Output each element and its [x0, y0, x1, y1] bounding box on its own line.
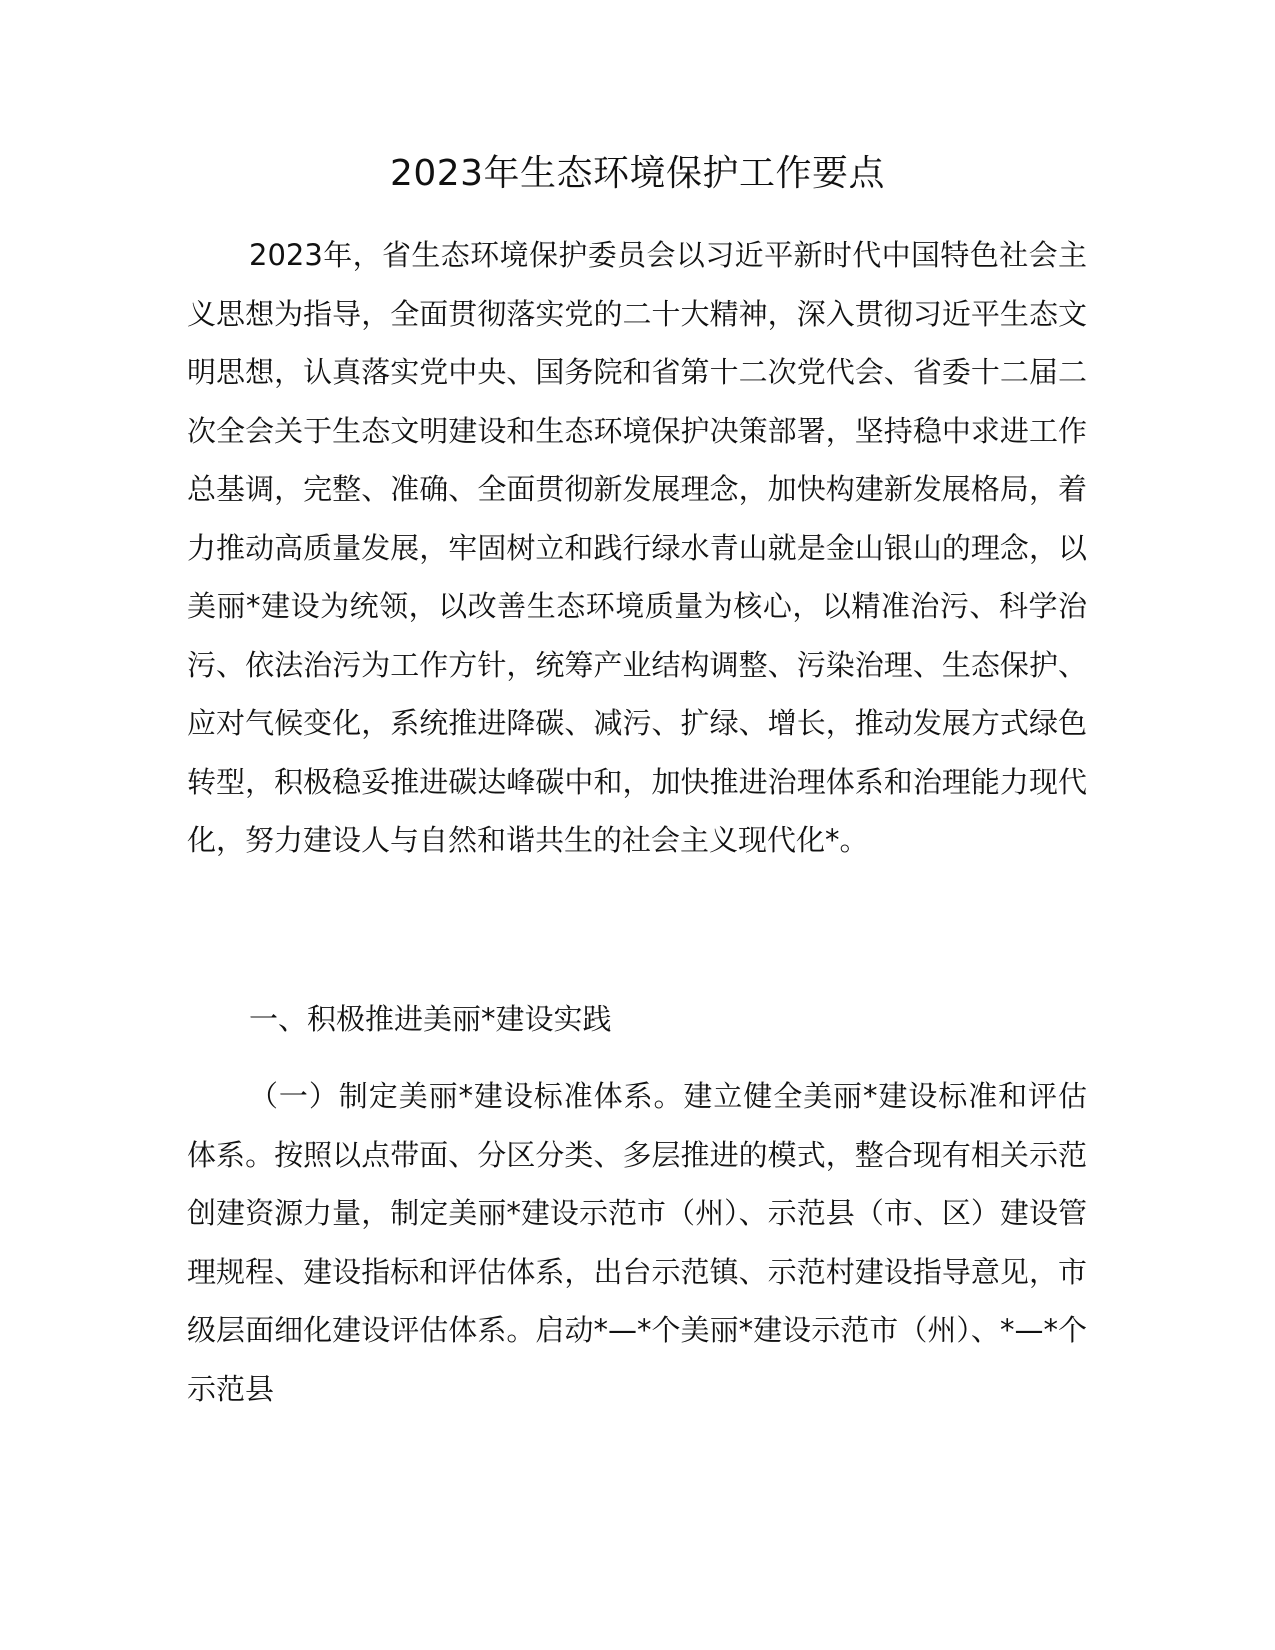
document-title: 2023年生态环境保护工作要点 [389, 153, 886, 194]
item-paragraph: （一）制定美丽*建设标准体系。建立健全美丽*建设标准和评估体系。按照以点带面、分区分类、多层推进的模式，整合现有相关示范创建资源力量，制定美丽*建设示范市（州）、示范县（市、区）建设管理规程、建设指标和评估体系，出台示范镇、示范村建设指导意见，市级层面细化建设评估体系。启动*—*个美丽*建设示范市（州）、*—*个示范县 [187, 1079, 1087, 1406]
section-heading: 一、积极推进美丽*建设实践 [249, 1002, 612, 1036]
intro-paragraph: 2023年，省生态环境保护委员会以习近平新时代中国特色社会主义思想为指导，全面贯彻落实党的二十大精神，深入贯彻习近平生态文明思想，认真落实党中央、国务院和省第十二次党代会、省委十二届二次全会关于生态文明建设和生态环境保护决策部署，坚持稳中求进工作总基调，完整、准确、全面贯彻新发展理念，加快构建新发展格局，着力推动高质量发展，牢固树立和践行绿水青山就是金山银山的理念，以美丽*建设为统领，以改善生态环境质量为核心，以精准治污、科学治污、依法治污为工作方针，统筹产业结构调整、污染治理、生态保护、应对气候变化，系统推进降碳、减污、扩绿、增长，推动发展方式绿色转型，积极稳妥推进碳达峰碳中和，加快推进治理体系和治理能力现代化，努力建设人与自然和谐共生的社会主义现代化*。 [187, 238, 1087, 857]
